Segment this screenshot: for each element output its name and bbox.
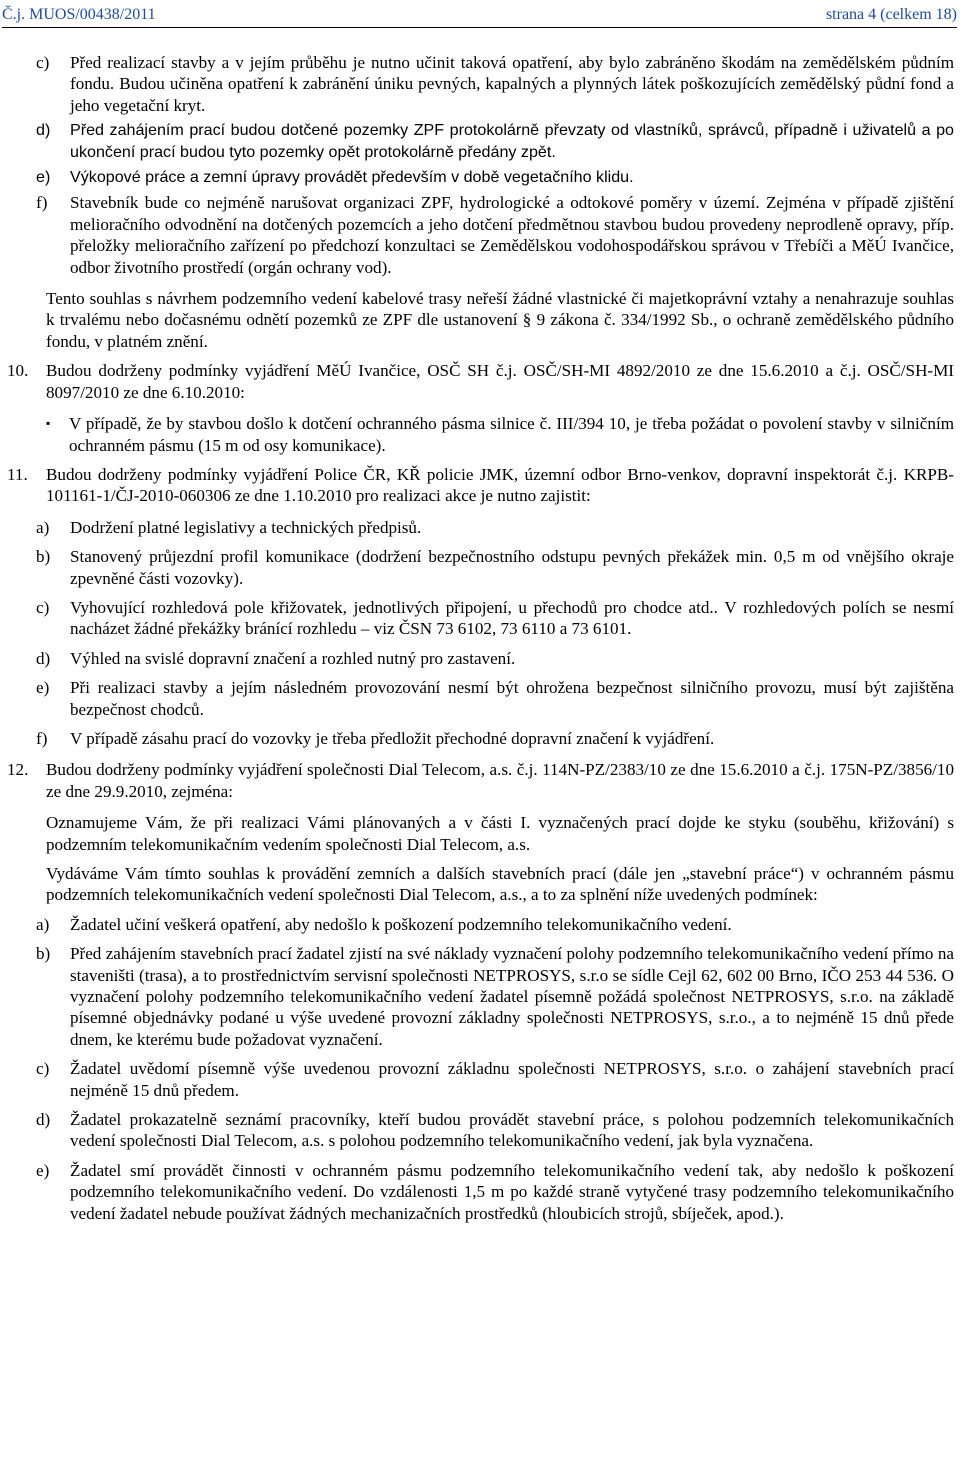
list-item	[0, 192, 954, 278]
paragraph-text: Tento souhlas s návrhem podzemního vedení kabelové trasy neřeší žádné vlastnické či majetkoprávní vztahy a nenahrazuje souhlas k trvalému nebo dočasnému odnětí pozemků ze ZPF dle ustanovení § 9 zákona č. 334/1992 Sb., o ochraně zemědělského půdního fondu, v platném znění.	[46, 289, 954, 351]
paragraph-text: Žadatel smí provádět činnosti v ochranném pásmu podzemního telekomunikačního vedení tak, aby nedošlo k poškození podzemního telekomunikačního vedení. Do vzdálenosti 1,5 m po každé straně vytyčené trasy podzemního telekomunikačního vedení žadatel nebude používat žádných mechanizačních prostředků (hloubicích strojů, sbíječek, apod.).	[70, 1160, 954, 1223]
paragraph-text: Žadatel prokazatelně seznámí pracovníky, kteří budou provádět stavební práce, s polohou podzemních telekomunikačních vedení společnosti Dial Telecom, a.s. s polohou podzemního telekomunikačního vedení, jak byla vyznačena.	[70, 1110, 954, 1151]
paragraph	[0, 812, 954, 855]
list-item	[0, 597, 954, 640]
list-marker: 10.	[7, 361, 29, 381]
paragraph-text: Výhled na svislé dopravní značení a rozhled nutný pro zastavení.	[70, 648, 516, 668]
list-marker: b)	[36, 547, 51, 567]
paragraph-text: Stavebník bude co nejméně narušovat organizaci ZPF, hydrologické a odtokové poměry v území. Zejména v případě zjištění melioračního odvodnění na dotčených pozemcích a jeho dotčení předmětnou stavbou budou provedeny neprodleně opravy, příp. přeložky melioračního zařízení po předchozí konzultaci se Zemědělskou vodohospodářskou správou v Třebíči a MěÚ Ivančice, odbor životního prostředí (orgán ochrany vod).	[70, 193, 954, 277]
list-item	[0, 759, 954, 802]
bullet-marker: ▪	[46, 416, 51, 431]
list-marker: d)	[36, 1110, 51, 1130]
list-item	[0, 943, 954, 1050]
list-marker: e)	[36, 168, 51, 187]
document-reference: Č.j. MUOS/00438/2011	[2, 6, 156, 23]
list-marker: d)	[36, 648, 51, 668]
list-item	[0, 728, 954, 749]
document-body	[0, 52, 960, 1224]
list-marker: e)	[36, 1160, 50, 1180]
paragraph-text: Žadatel učiní veškerá opatření, aby nedošlo k poškození podzemního telekomunikačního vedení.	[70, 914, 732, 934]
page-counter: strana 4 (celkem 18)	[825, 6, 957, 23]
paragraph-text: Před zahájením prací budou dotčené pozemky ZPF protokolárně převzaty od vlastníků, správců, případně i uživatelů a po ukončení prací budou tyto pozemky opět protokolárně předány zpět.	[70, 121, 954, 161]
paragraph-text: Při realizaci stavby a jejím následném provozování nesmí být ohrožena bezpečnost silničního provozu, musí být zajištěna bezpečnost chodců.	[70, 678, 954, 719]
bullet-item	[0, 413, 954, 456]
paragraph-text: Oznamujeme Vám, že při realizaci Vámi plánovaných a v části I. vyznačených prací dojde ke styku (souběhu, křižování) s podzemním telekomunikačním vedením společnosti Dial Telecom, a.s.	[46, 813, 954, 854]
list-item	[0, 52, 954, 116]
list-marker: c)	[36, 1059, 50, 1079]
page-header	[2, 6, 957, 28]
list-item	[0, 648, 954, 669]
list-marker: e)	[36, 678, 50, 698]
list-item	[0, 1058, 954, 1101]
list-item	[0, 167, 954, 188]
paragraph-text: Před zahájením stavebních prací žadatel zjistí na své náklady vyznačení polohy podzemního telekomunikačního vedení přímo na staveništi (trasa), a to prostřednictvím servisní společnosti NETPROSYS, s.r.o se sídle Cejl 62, 602 00 Brno, IČO 253 44 536. O vyznačení polohy podzemního telekomunikačního vedení žadatel písemně požádá společnost NETPROSYS, s.r.o. na základě písemné objednávky podané u výše uvedené provozní základny společnosti NETPROSYS, s.r.o., a to nejméně 15 dnů přede dnem, ke kterému bude požadovat vyznačení.	[70, 944, 954, 1049]
list-item	[0, 464, 954, 507]
paragraph	[0, 288, 954, 352]
list-marker: c)	[36, 597, 50, 617]
list-item	[0, 517, 954, 538]
list-marker: a)	[36, 914, 50, 934]
list-marker: f)	[36, 728, 48, 748]
list-marker: 12.	[7, 760, 29, 780]
paragraph-text: Vydáváme Vám tímto souhlas k provádění zemních a dalších stavebních prací (dále jen „stavební práce“) v ochranném pásmu podzemních telekomunikačních vedení společnosti Dial Telecom, a.s., a to za splnění níže uvedených podmínek:	[46, 864, 954, 905]
header-rule	[2, 27, 957, 28]
paragraph-text: Výkopové práce a zemní úpravy provádět především v době vegetačního klidu.	[70, 168, 634, 187]
list-item	[0, 914, 954, 935]
paragraph-text: Vyhovující rozhledová pole křižovatek, jednotlivých připojení, u přechodů pro chodce atd.. V rozhledových polích se nesmí nacházet žádné překážky bránící rozhledu – viz ČSN 73 6102, 73 6110 a 73 6101.	[70, 597, 954, 639]
list-marker: b)	[36, 944, 51, 964]
paragraph-text: V případě, že by stavbou došlo k dotčení ochranného pásma silnice č. III/394 10, je třeba požádat o povolení stavby v silničním ochranném pásmu (15 m od osy komunikace).	[69, 414, 954, 455]
list-item	[0, 360, 954, 403]
list-marker: a)	[36, 517, 50, 537]
paragraph-text: Před realizací stavby a v jejím průběhu je nutno učinit taková opatření, aby bylo zabráněno škodám na zemědělském půdním fondu. Budou učiněna opatření k zabránění úniku pevných, kapalných a plynných látek poškozujících zemědělský půdní fond a jeho vegetační kryt.	[70, 53, 954, 115]
list-item	[0, 677, 954, 720]
paragraph-text: Budou dodrženy podmínky vyjádření společnosti Dial Telecom, a.s. č.j. 114N-PZ/2383/10 ze dne 15.6.2010 a č.j. 175N-PZ/3856/10 ze dne 29.9.2010, zejména:	[46, 760, 954, 801]
paragraph-text: Dodržení platné legislativy a technických předpisů.	[70, 517, 422, 537]
paragraph-text: Stanovený průjezdní profil komunikace (dodržení bezpečnostního odstupu pevných překážek min. 0,5 m od vnějšího okraje zpevněné části vozovky).	[70, 547, 954, 588]
list-marker: 11.	[7, 464, 28, 484]
paragraph	[0, 863, 954, 906]
paragraph-text: Budou dodrženy podmínky vyjádření MěÚ Ivančice, OSČ SH č.j. OSČ/SH-MI 4892/2010 ze dne 15.6.2010 a č.j. OSČ/SH-MI 8097/2010 ze dne 6.10.2010:	[46, 361, 954, 402]
list-marker: f)	[36, 193, 48, 213]
paragraph-text: Budou dodrženy podmínky vyjádření Police ČR, KŘ policie JMK, územní odbor Brno-venkov, dopravní inspektorát č.j. KRPB-101161-1/ČJ-2010-060306 ze dne 1.10.2010 pro realizaci akce je nutno zajistit:	[46, 464, 954, 506]
list-marker: d)	[36, 121, 51, 140]
paragraph-text: Žadatel uvědomí písemně výše uvedenou provozní základnu společnosti NETPROSYS, s.r.o. o zahájení stavebních prací nejméně 15 dnů předem.	[70, 1059, 954, 1100]
list-item	[0, 1160, 954, 1224]
list-item	[0, 1109, 954, 1152]
list-marker: c)	[36, 53, 50, 72]
list-item	[0, 120, 954, 163]
list-item	[0, 546, 954, 589]
paragraph-text: V případě zásahu prací do vozovky je třeba předložit přechodné dopravní značení k vyjádření.	[70, 728, 715, 748]
